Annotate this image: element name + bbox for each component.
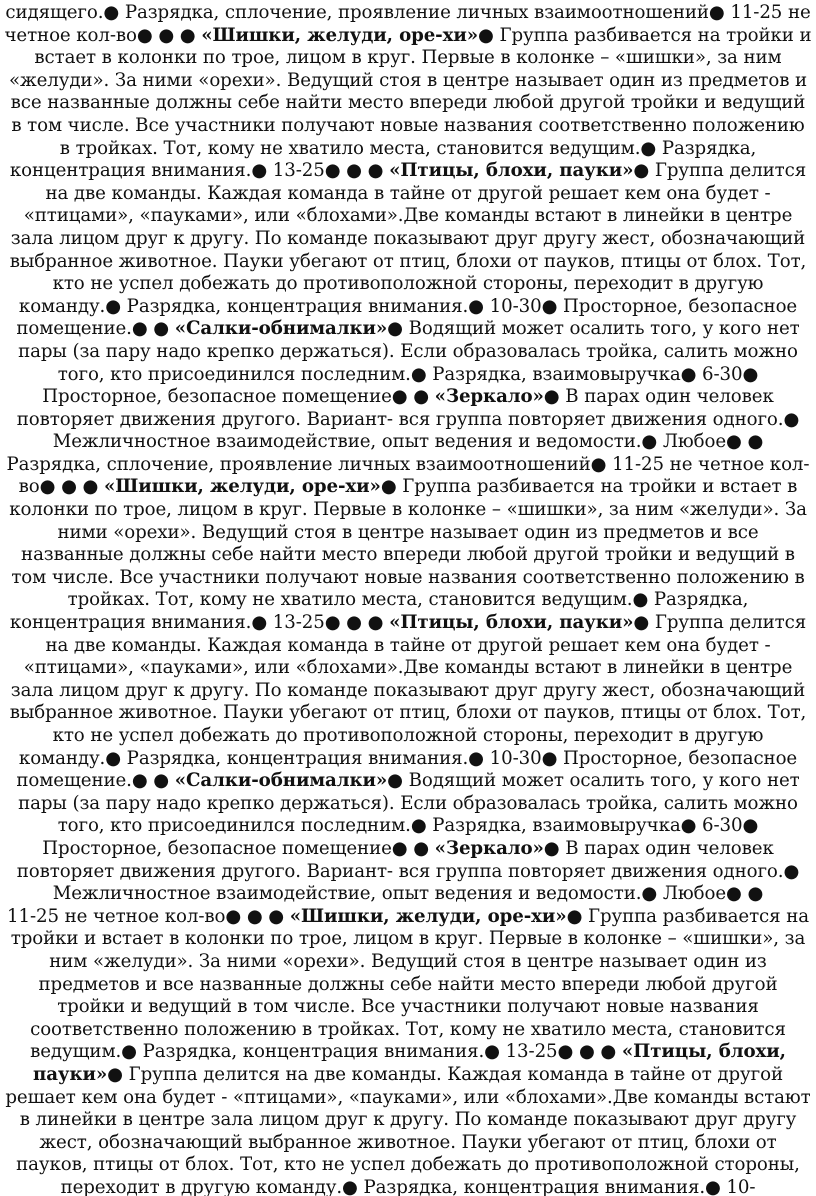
text-run: Разрядка, сплочение, проявление личных взаимоотношений● 11-25 не четное кол-во● ● ● [6,453,810,498]
text-run: ● Группа делится на две команды. Каждая команда в тайне от другой решает кем она будет - «птицами», «пауками», или «блохами».Две команды встают в линейки в центре зала лицом друг к другу. По команде показывают друг другу жест, обозначающий выбранное животное. Пауки убегают от птиц, блохи от пауков, птицы от блох. Тот, кто не успел добежать до противоположной стороны, переходит в другую команду.● Разрядка, концентрация внимания.● 10- [5,1063,811,1196]
game-title: «Птицы, блохи, пауки» [33,1041,786,1085]
game-title: «Зеркало» [434,386,544,408]
paragraph-2 [4,454,812,906]
text-run: ● Группа разбивается на тройки и встает в колонки по трое, лицом в круг. Первые в колонке – «шишки», за ним «желуди». За ними «орехи». Ведущий стоя в центре называет один из предметов и все названные должны себе найти место впереди любой другой тройки и ведущий в том числе. Все участники получают новые названия соответственно положению в тройках. Тот, кому не хватило места, становится ведущим.● Разрядка, концентрация внимания.● 13-25● ● ● [10,905,809,1063]
game-title: «Шишки, желуди, оре-хи» [201,24,479,46]
text-run: 11-25 не четное кол-во● ● ● [7,905,290,927]
text-run: ● Группа разбивается на тройки и встает в колонки по трое, лицом в круг. Первые в колонке – «шишки», за ним «желуди». За ними «орехи». Ведущий стоя в центре называет один из предметов и все названные должны себе найти место впереди любой другой тройки и ведущий в том числе. Все участники получают новые названия соответственно положению в тройках. Тот, кому не хватило места, становится ведущим.● Разрядка, концентрация внимания.● 13-25● ● ● [9,476,807,634]
text-run: ● Группа делится на две команды. Каждая команда в тайне от другой решает кем она будет - «птицами», «пауками», или «блохами».Две команды встают в линейки в центре зала лицом друг к другу. По команде показывают друг другу жест, обозначающий выбранное животное. Пауки убегают от птиц, блохи от пауков, птицы от блох. Тот, кто не успел добежать до противоположной стороны, переходит в другую команду.● Разрядка, концентрация внимания.● 10-30● Просторное, безопасное помещение.● ● [9,160,807,340]
game-title: «Зеркало» [434,837,544,859]
text-run: ● Группа делится на две команды. Каждая команда в тайне от другой решает кем она будет - «птицами», «пауками», или «блохами».Две команды встают в линейки в центре зала лицом друг к другу. По команде показывают друг другу жест, обозначающий выбранное животное. Пауки убегают от птиц, блохи от пауков, птицы от блох. Тот, кто не успел добежать до противоположной стороны, переходит в другую команду.● Разрядка, концентрация внимания.● 10-30● Просторное, безопасное помещение.● ● [9,612,807,792]
text-run: ● Группа разбивается на тройки и встает в колонки по трое, лицом в круг. Первые в колонке – «шишки», за ним «желуди». За ними «орехи». Ведущий стоя в центре называет один из предметов и все названные должны себе найти место впереди любой другой тройки и ведущий в том числе. Все участники получают новые названия соответственно положению в тройках. Тот, кому не хватило места, становится ведущим.● Разрядка, концентрация внимания.● 13-25● ● ● [8,24,812,182]
paragraph-1 [4,2,812,454]
text-run: ● В парах один человек повторяет движения другого. Вариант- вся группа повторяет движения одного.● Межличностное взаимодействие, опыт ведения и ведомости.● Любое● ● [16,837,800,905]
game-title: «Шишки, желуди, оре-хи» [289,905,567,927]
game-title: «Птицы, блохи, пауки» [389,160,634,182]
paragraph-3 [4,906,812,1196]
game-title: «Салки-обнималки» [174,770,388,792]
game-title: «Салки-обнималки» [174,318,388,340]
game-title: «Шишки, желуди, оре-хи» [104,476,381,498]
text-run: ● Водящий может осалить того, у кого нет пары (за пару надо крепко держаться). Если образовалась тройка, салить можно того, кто присоединился последним.● Разрядка, взаимовыручка● 6-30● Просторное, безопасное помещение● ● [18,770,800,859]
text-run: ● Водящий может осалить того, у кого нет пары (за пару надо крепко держаться). Если образовалась тройка, салить можно того, кто присоединился последним.● Разрядка, взаимовыручка● 6-30● Просторное, безопасное помещение● ● [18,318,800,408]
text-run: сидящего.● Разрядка, сплочение, проявление личных взаимоотношений● 11-25 не четное кол-во● ● ● [4,2,811,46]
game-title: «Птицы, блохи, пауки» [389,612,634,634]
text-run: ● В парах один человек повторяет движения другого. Вариант- вся группа повторяет движения одного.● Межличностное взаимодействие, опыт ведения и ведомости.● Любое● ● [16,386,800,453]
